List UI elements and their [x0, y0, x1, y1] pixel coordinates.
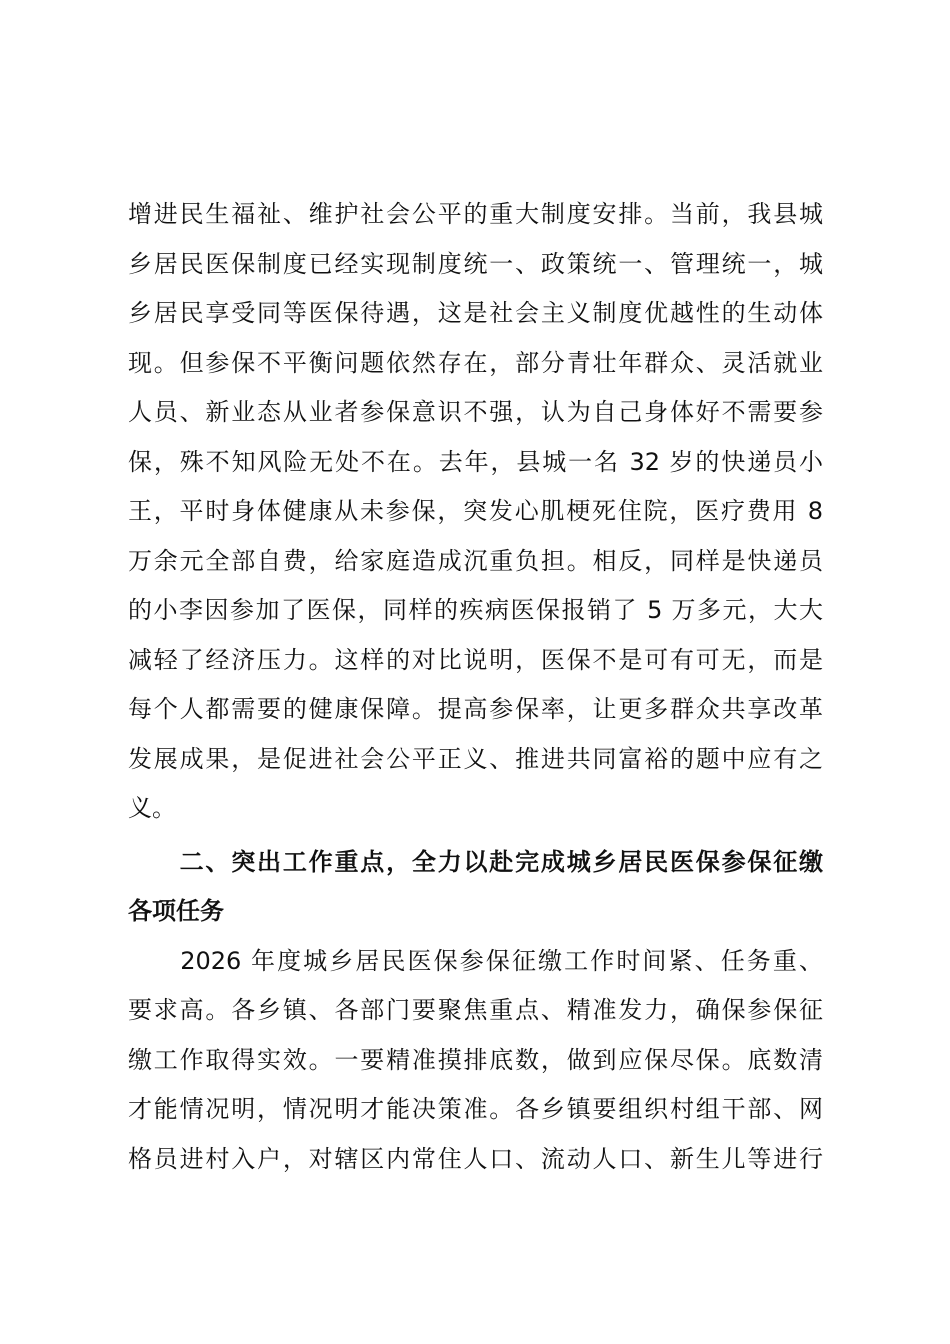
- heading-line: 各项任务: [128, 897, 224, 925]
- text-line: 乡居民享受同等医保待遇，这是社会主义制度优越性的生动体: [128, 299, 823, 327]
- text-line: 万余元全部自费，给家庭造成沉重负担。相反，同样是快递员: [128, 546, 823, 575]
- body-paragraph: [128, 190, 823, 834]
- text-line: 义。: [128, 794, 176, 822]
- text-line: 发展成果，是促进社会公平正义、推进共同富裕的题中应有之: [128, 744, 823, 773]
- heading-line: 二、突出工作重点，全力以赴完成城乡居民医保参保征缴: [128, 847, 823, 876]
- text-line: 要求高。各乡镇、各部门要聚焦重点、精准发力，确保参保征: [128, 996, 823, 1024]
- document-page: [128, 190, 823, 1184]
- text-line: 才能情况明，情况明才能决策准。各乡镇要组织村组干部、网: [128, 1095, 823, 1123]
- text-line: 乡居民医保制度已经实现制度统一、政策统一、管理统一，城: [128, 249, 823, 278]
- section-heading: [128, 838, 823, 937]
- body-paragraph: [128, 937, 823, 1185]
- text-line: 王，平时身体健康从未参保，突发心肌梗死住院，医疗费用 8: [128, 497, 823, 525]
- text-line: 格员进村入户，对辖区内常住人口、流动人口、新生儿等进行: [128, 1144, 823, 1173]
- text-line: 缴工作取得实效。一要精准摸排底数，做到应保尽保。底数清: [128, 1045, 823, 1074]
- text-line: 现。但参保不平衡问题依然存在，部分青壮年群众、灵活就业: [128, 348, 823, 377]
- text-line: 减轻了经济压力。这样的对比说明，医保不是可有可无，而是: [128, 645, 823, 674]
- text-line: 人员、新业态从业者参保意识不强，认为自己身体好不需要参: [128, 398, 823, 426]
- text-line: 每个人都需要的健康保障。提高参保率，让更多群众共享改革: [128, 695, 823, 723]
- text-line: 的小李因参加了医保，同样的疾病医保报销了 5 万多元，大大: [128, 596, 823, 624]
- text-line: 2026 年度城乡居民医保参保征缴工作时间紧、任务重、: [128, 946, 823, 975]
- text-line: 增进民生福祉、维护社会公平的重大制度安排。当前，我县城: [128, 200, 823, 228]
- text-line: 保，殊不知风险无处不在。去年，县城一名 32 岁的快递员小: [128, 447, 823, 476]
